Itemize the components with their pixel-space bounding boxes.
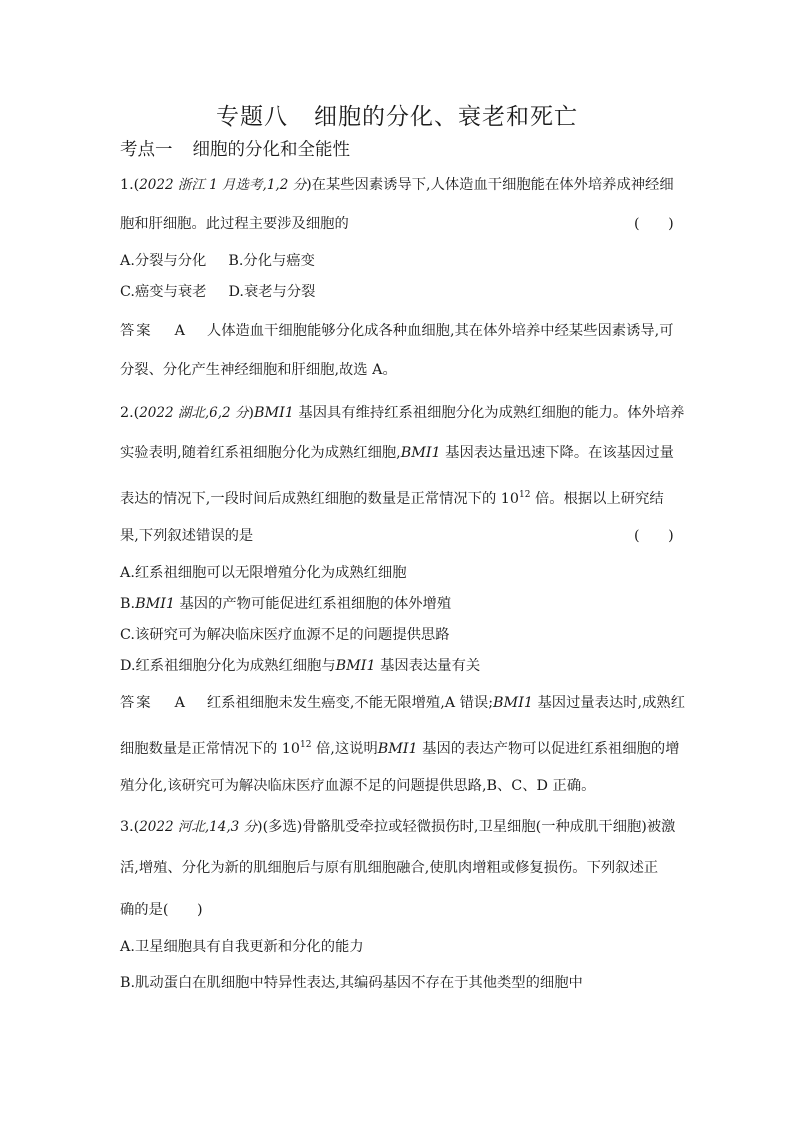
q2-answer-line2 xyxy=(120,735,680,759)
q1-options-row2 xyxy=(120,282,315,302)
q2-gene-name: BMI1 xyxy=(400,445,441,461)
q1-answer-label: 答案 xyxy=(120,323,153,339)
q1-option-b: B.分化与癌变 xyxy=(228,253,315,269)
q1-option-c: C.癌变与衰老 xyxy=(120,284,207,300)
q1-stem-line2: 胞和肝细胞。此过程主要涉及细胞的 xyxy=(120,216,349,232)
q1-option-d: D.衰老与分裂 xyxy=(228,284,316,300)
q3-prefix: 3.( xyxy=(120,819,140,835)
section-heading xyxy=(120,136,350,161)
q2-answer-line3: 殖分化,该研究可为解决临床医疗血源不足的问题提供思路,B、C、D 正确。 xyxy=(120,778,596,794)
q2-stem-text3b: 倍。根据以上研究结 xyxy=(530,491,664,507)
q2-answer-text2a: 细胞数量是正常情况下的 10 xyxy=(120,741,301,757)
q2-option-b xyxy=(120,594,451,614)
q1-option-a: A.分裂与分化 xyxy=(120,253,207,269)
q1-stem-text: )在某些因素诱导下,人体造血干细胞能在体外培养成神经细 xyxy=(306,177,674,193)
q2-source: 2022 湖北,6,2 分 xyxy=(139,405,249,421)
q2-option-a: A.红系祖细胞可以无限增殖分化为成熟红细胞 xyxy=(120,565,407,581)
q3-stem-line3: 确的是( ) xyxy=(120,902,203,918)
q2-close-paren: ) xyxy=(248,405,254,421)
q1-answer-line1 xyxy=(120,321,674,341)
section-name: 细胞的分化和全能性 xyxy=(192,140,350,160)
q2-option-b-letter: B. xyxy=(120,596,136,612)
q2-answer-blank: ( ) xyxy=(634,528,674,544)
q2-prefix: 2.( xyxy=(120,405,140,421)
q2-exponent: 12 xyxy=(519,490,531,500)
q3-option-b: B.肌动蛋白在肌细胞中特异性表达,其编码基因不存在于其他类型的细胞中 xyxy=(120,975,583,991)
q2-answer-line1 xyxy=(120,693,685,713)
q2-gene-name: BMI1 xyxy=(335,658,376,674)
q2-answer-text1b: 基因过量表达时,成熟红 xyxy=(532,695,685,711)
q2-answer-label: 答案 xyxy=(120,695,153,711)
q2-answer-text2c: 基因的表达产物可以促进红系祖细胞的增 xyxy=(417,741,680,757)
q2-stem-text1: 基因具有维持红系祖细胞分化为成熟红细胞的能力。体外培养 xyxy=(293,405,685,421)
q3-stem-line1 xyxy=(120,817,675,837)
q2-gene-name: BMI1 xyxy=(135,596,175,612)
q2-gene-name: BMI1 xyxy=(377,741,418,757)
q2-option-b-text: 基因的产物可能促进红系祖细胞的体外增殖 xyxy=(174,596,452,612)
q1-prefix: 1.( xyxy=(120,177,140,193)
page-title xyxy=(0,98,794,131)
q2-stem-line1 xyxy=(120,403,684,423)
q1-source: 2022 浙江 1 月选考,1,2 分 xyxy=(139,177,307,193)
q1-answer-letter: A xyxy=(174,323,185,339)
q2-answer-text1a: 红系祖细胞未发生癌变,不能无限增殖,A 错误; xyxy=(206,695,494,711)
section-label: 考点一 xyxy=(120,140,173,160)
q3-stem-line2: 活,增殖、分化为新的肌细胞后与原有肌细胞融合,使肌肉增粗或修复损伤。下列叙述正 xyxy=(120,860,659,876)
q2-stem-text3a: 表达的情况下,一段时间后成熟红细胞的数量是正常情况下的 10 xyxy=(120,491,519,507)
q3-stem-text1: )(多选)骨骼肌受牵拉或轻微损伤时,卫星细胞(一种成肌干细胞)被激 xyxy=(257,819,676,835)
q2-option-d-text-b: 基因表达量有关 xyxy=(375,658,481,674)
q1-answer-line2: 分裂、分化产生神经细胞和肝细胞,故选 A。 xyxy=(120,362,397,378)
q1-stem-line1 xyxy=(120,175,674,195)
q3-option-a: A.卫星细胞具有自我更新和分化的能力 xyxy=(120,939,364,955)
q2-exponent: 12 xyxy=(300,740,312,750)
q2-stem-text2a: 实验表明,随着红系祖细胞分化为成熟红细胞, xyxy=(120,445,401,461)
q1-options-row1 xyxy=(120,251,315,271)
q3-source: 2022 河北,14,3 分 xyxy=(139,819,258,835)
title-topic-name: 细胞的分化、衰老和死亡 xyxy=(314,104,578,130)
q2-stem-line2 xyxy=(120,443,674,463)
q2-stem-text2b: 基因表达量迅速下降。在该基因过量 xyxy=(440,445,674,461)
q1-answer-blank: ( ) xyxy=(634,216,674,232)
q1-answer-text1: 人体造血干细胞能够分化成各种血细胞,其在体外培养中经某些因素诱导,可 xyxy=(206,323,674,339)
q2-stem-line4: 果,下列叙述错误的是 xyxy=(120,528,254,544)
q2-gene-name: BMI1 xyxy=(493,695,533,711)
q2-option-c: C.该研究可为解决临床医疗血源不足的问题提供思路 xyxy=(120,627,450,643)
q2-answer-text2b: 倍,这说明 xyxy=(311,741,378,757)
q2-gene-name: BMI1 xyxy=(254,405,294,421)
q2-option-d-text-a: D.红系祖细胞分化为成熟红细胞与 xyxy=(120,658,336,674)
q2-stem-line3 xyxy=(120,485,664,509)
q2-option-d xyxy=(120,656,480,676)
q2-answer-letter: A xyxy=(174,695,185,711)
title-topic-number: 专题八 xyxy=(216,104,288,130)
